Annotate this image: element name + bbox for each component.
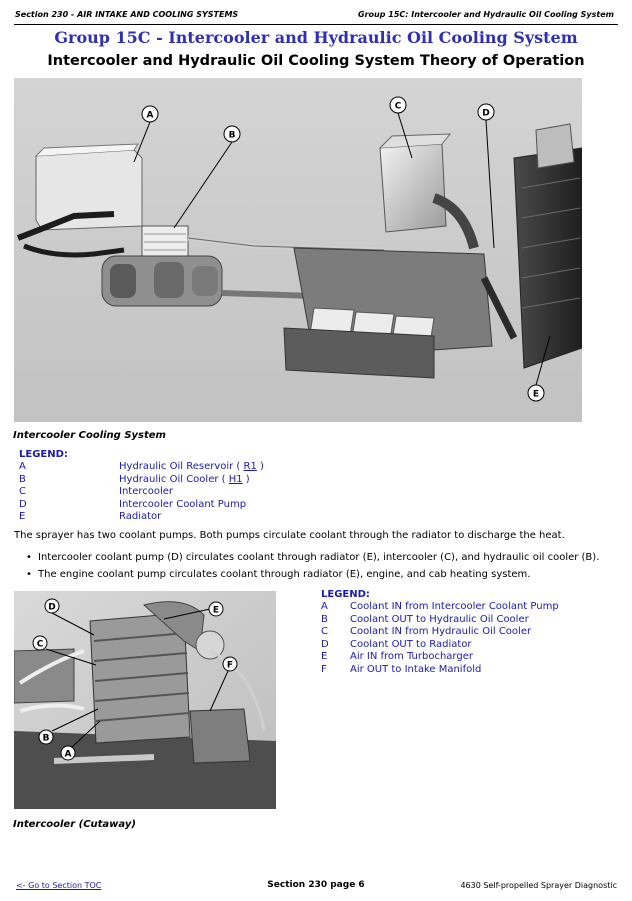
callout-d: D [48,602,56,613]
figure1-legend [19,449,264,524]
legend-title: LEGEND: [321,589,370,600]
legend-row: A Coolant IN from Intercooler Coolant Pump [321,601,559,612]
callout-f: F [226,660,234,671]
header-divider [14,24,618,25]
legend-row: A Hydraulic Oil Reservoir ( R1 ) [19,461,264,472]
document-title: 4630 Self-propelled Sprayer Diagnostic [460,881,617,890]
figure2-caption: Intercooler (Cutaway) [13,819,136,830]
callout-b: B [228,130,236,141]
figure1-caption: Intercooler Cooling System [13,430,166,441]
group-title: Group 15C - Intercooler and Hydraulic Oil Cooling System [54,28,578,47]
callout-c: C [394,101,402,112]
legend-row: B Coolant OUT to Hydraulic Oil Cooler [321,613,529,625]
header-group: Group 15C: Intercooler and Hydraulic Oil Cooling System [358,10,614,19]
legend-row: B Hydraulic Oil Cooler ( H1 ) [19,473,250,485]
link-r1[interactable]: R1 [243,461,257,472]
link-h1[interactable]: H1 [228,473,243,485]
legend-row: E Air IN from Turbocharger [321,651,473,662]
intercooler-cutaway-illustration [14,591,276,809]
callout-e: E [212,605,220,616]
callout-d: D [482,108,490,119]
legend-row: C Coolant IN from Hydraulic Oil Cooler [321,626,532,637]
figure2-legend [321,589,559,676]
legend-row: F Air OUT to Intake Manifold [321,663,482,675]
page-title: Intercooler and Hydraulic Oil Cooling System Theory of Operation [47,53,585,69]
page-number: Section 230 page 6 [267,880,365,890]
list-item: • Intercooler coolant pump (D) circulates coolant through radiator (E), intercooler (C), and hydraulic oil cooler (B). [26,552,599,569]
cooling-system-illustration [14,78,582,422]
section-toc-link[interactable]: <- Go to Section TOC [16,881,102,890]
callout-b: B [42,733,50,744]
callout-c: C [36,639,44,650]
legend-title: LEGEND: [19,449,68,460]
legend-row: D Intercooler Coolant Pump [19,498,247,510]
legend-row: E Radiator [19,511,162,522]
callout-e: E [532,389,540,400]
intro-paragraph: The sprayer has two coolant pumps. Both pumps circulate coolant through the radiator to discharge the heat. [14,530,565,541]
header-section: Section 230 - AIR INTAKE AND COOLING SYSTEMS [15,10,239,19]
legend-row: D Coolant OUT to Radiator [321,638,472,650]
legend-row: C Intercooler [19,486,174,497]
bullet-list [26,552,599,586]
callout-a: A [64,749,72,760]
list-item: • The engine coolant pump circulates coolant through radiator (E), engine, and cab heating system. [26,569,599,586]
callout-a: A [146,110,154,121]
